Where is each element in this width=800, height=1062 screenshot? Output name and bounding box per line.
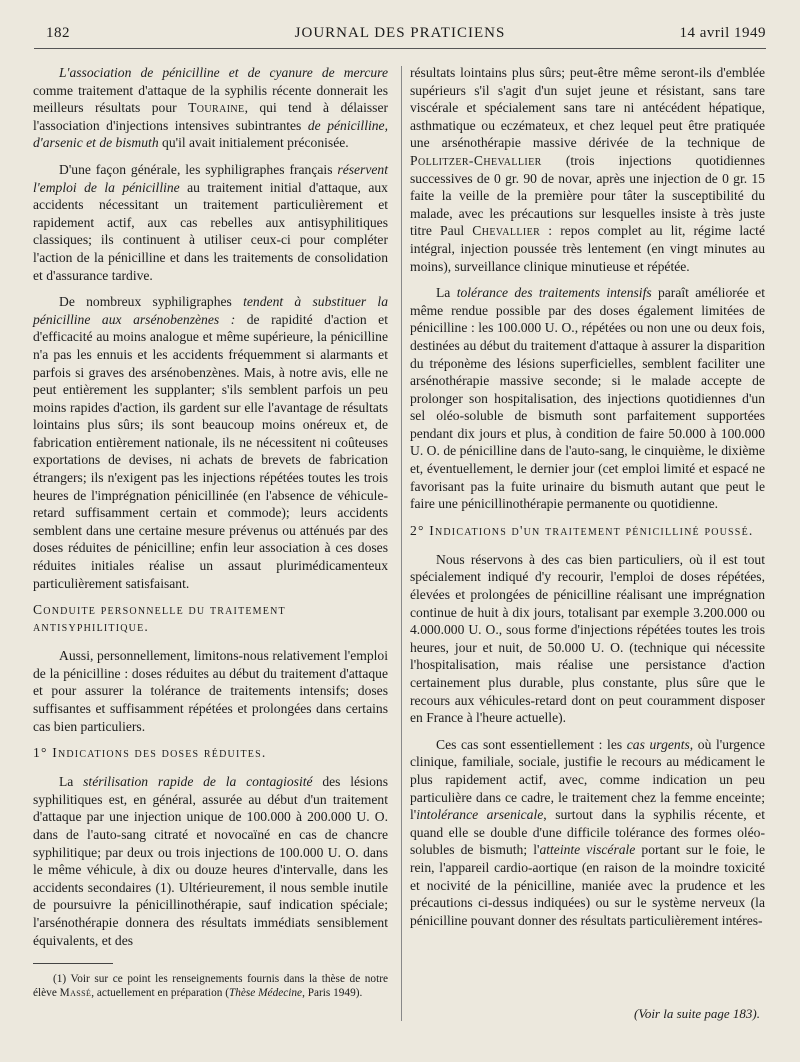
paragraph: Nous réservons à des cas bien particuliers, où il est tout spécialement indiqué d'y recourir, l'emploi de doses répétées, élevées et prolongées de pénicilline réalisant une imprégnation continue de huit à dix jours, totalisant par exemple 3.200.000 ou 4.000.000 U. O., sous forme d'injections répétées toutes les trois heures, jour et nuit, de 50.000 U. O. (technique qui nécessite l'hospitalisation, mais réalise une persistance d'action certainement plus durable, plus constante, plus sûre que le recours aux véhicules-retard dont on peut couramment disposer en France à l'heure actuelle).: [410, 551, 765, 726]
paragraph: Ces cas sont essentiellement : les cas urgents, où l'urgence clinique, familiale, sociale, justifie le recours au médicament le plus rapidement actif, avec, comme indication un peu particulière dans ce cadre, le traitement chez la femme enceinte; l'intolérance arsenicale, surtout dans la syphilis récente, et quand elle se double d'une difficile tolérance des formes oléo-solubles de bismuth; l'atteinte viscérale portant sur le foie, le rein, l'appareil cardio-aortique (en raison de la moindre toxicité et nocivité de la pénicilline, maniée avec la prudence et les précautions ci-dessus indiquées) ou sur le système nerveux (la pénicilline pouvant donner des résultats particulièrement intéres-: [410, 736, 766, 928]
page-header: [34, 22, 766, 49]
page-number: 182: [46, 25, 70, 41]
continued-note: (Voir la suite page 183).: [633, 1006, 760, 1021]
paragraph: D'une façon générale, les syphiligraphes français réservent l'emploi de la pénicilline au traitement initial d'attaque, aux accidents nécessitant un traitement particulièrement et rapidement actif, aux cas rebelles aux antisyphilitiques classiques; ils continuent à utiliser ceux-ci pour compléter l'action de la pénicilline et dans les traitements de consolidation et d'assurance tardive.: [33, 161, 388, 283]
issue-date: 14 avril 1949: [679, 25, 766, 41]
journal-title: JOURNAL DES PRATICIENS: [294, 25, 506, 41]
paragraph: La stérilisation rapide de la contagiosité des lésions syphilitiques est, en général, assurée au début d'un traitement d'attaque par une injection unique de 100.000 à 200.000 U. O. dans de l'auto-sang citraté et novocaïné en cas de chancre syphilitique; par deux ou trois injections de 100.000 U. O. dans le même véhicule, à dix ou douze heures d'intervalle, dans les accidents secondaires (1). Ultérieurement, il nous semble inutile de poursuivre la pénicillinothérapie, sauf indication spéciale; l'arsénothérapie donnera des résultats immédiats sensiblement équivalents, et des: [33, 774, 388, 948]
paragraph: L'association de pénicilline et de cyanure de mercure comme traitement d'attaque de la syphilis récente donnerait les meilleurs résultats pour Touraine, qui tend à délaisser l'association d'injections intensives subintrantes de pénicilline, d'arsenic et de bismuth qu'il avait initialement préconisée.: [33, 65, 389, 151]
paragraph: La tolérance des traitements intensifs paraît améliorée et même rendue possible par des doses également limitées de pénicilline : les 100.000 U. O., répétées ou non une ou deux fois, destinées au début du traitement d'attaque à assurer la disparition du tréponème des lésions superficielles, semblent faciliter une arsénothérapie massive seconde; si le malade accepte de prolonger son hospitalisation, des injections quotidiennes d'un sel oléo-soluble de bismuth sont parfaitement supportées pendant dix jours et plus, à condition de faire 50.000 à 100.000 U. O. de pénicilline dans de l'auto-sang, le cinquième, le dixième et, éventuellement, le dernier jour (cet emploi limité et espacé ne favorisant pas la fuite urinaire du bismuth autant que peut le faire une pénicillinothérapie permanente ou quotidienne.: [410, 285, 765, 512]
footnote: (1) Voir sur ce point les renseignements fournis dans la thèse de notre élève Massé, actuellement en préparation (Thèse Médecine, Paris 1949).: [33, 973, 388, 1000]
section-heading: 1° Indications des doses réduites.: [33, 745, 267, 761]
column-divider: [401, 66, 402, 1021]
paragraph: Aussi, personnellement, limitons-nous relativement l'emploi de la pénicilline : doses réduites au début du traitement d'attaque et pour assurer la tolérance de traitements intensifs; doses suffisantes et suffisamment répétées et prolongées dans certains cas bien particuliers.: [33, 648, 388, 734]
section-heading: 2° Indications d'un traitement pénicilliné poussé.: [410, 522, 754, 538]
left-column: [33, 64, 388, 1000]
footnote-rule: [33, 963, 113, 964]
section-heading: Conduite personnelle du traitement antisyphilitique.: [33, 602, 286, 635]
paragraph: De nombreux syphiligraphes tendent à substituer la pénicilline aux arsénobenzènes : de rapidité d'action et d'efficacité au moins analogue et même supérieure, la pénicilline n'a pas les ennuis et les accidents fréquemment si alarmants et parfois si graves des arsénobenzènes. Mais, à notre avis, elle ne peut entièrement les supplanter; s'ils semblent parfois un peu moins rapides d'action, ils gardent sur elle l'avantage de résultats lointains plus sûrs; ils sont beaucoup moins onéreux et, de fabrication entièrement nationale, ils ne nécessitent ni coûteuses exportations de devises, ni achats de brevets de fabrication étrangers; ils n'exigent pas les injections répétées toutes les trois heures de l'imprégnation pénicillinée (en l'absence de véhicule-retard suffisamment certain et commode); leurs accidents semblent dans une certaine mesure prévenus ou atténués par des doses réduites de pénicilline; enfin leur association à ces doses réduites initiales réalise un assaut plurimédicamenteux particulièrement satisfaisant.: [33, 294, 388, 591]
right-column: [410, 64, 765, 938]
paragraph: résultats lointains plus sûrs; peut-être même seront-ils d'emblée supérieurs s'il s'agit d'un sujet jeune et résistant, sans tare viscérale et spécialement sans tare ni antécédent hépatique, asthmatique ou eczémateux, et chez lequel peut être pratiquée une arsénothérapie massive dérivée de la technique de Pollitzer-Chevallier (trois injections quotidiennes successives de 0 gr. 90 de novar, après une injection de 0 gr. 15 faite la veille de la première pour tâter la susceptibilité du malade, avec les précautions sur lesquelles insiste à très juste titre Paul Chevallier : repos complet au lit, régime lacté intégral, injection poussée très lentement (en vingt minutes au moins), surveillance clinique minutieuse et répétée.: [410, 65, 765, 274]
